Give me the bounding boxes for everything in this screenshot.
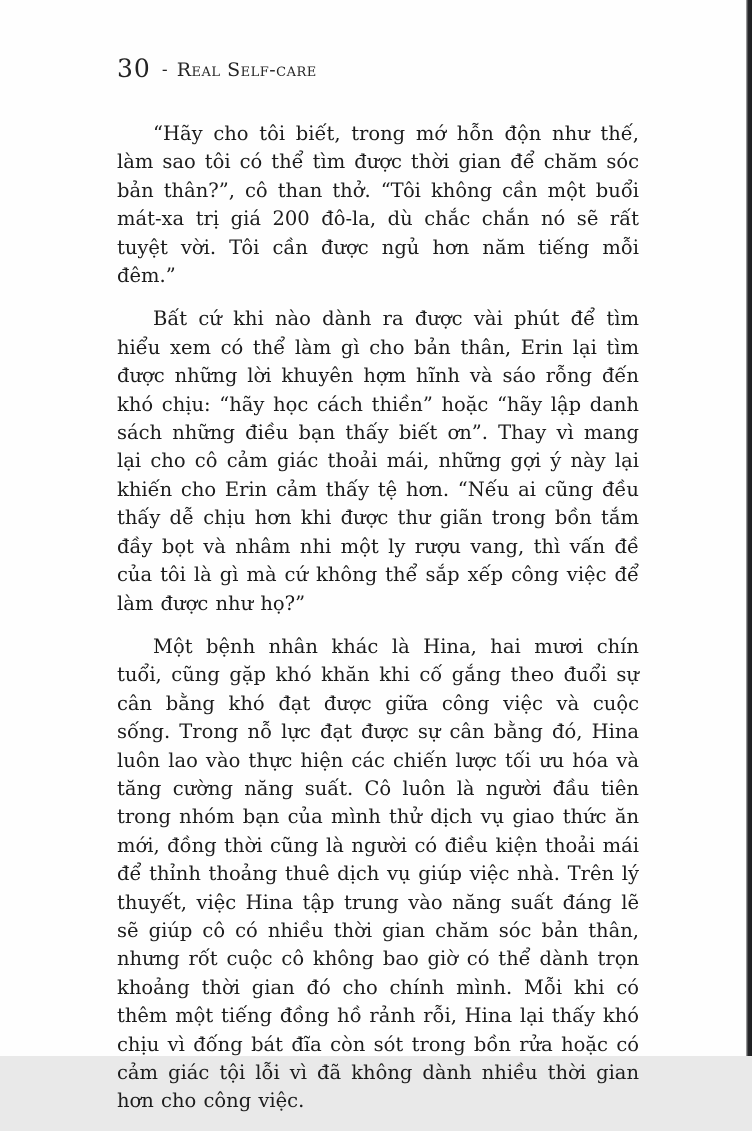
page-number: 30 — [117, 54, 151, 83]
page-body — [117, 120, 639, 1131]
paragraph: Bất cứ khi nào dành ra được vài phút để tìm hiểu xem có thể làm gì cho bản thân, Erin lại tìm được những lời khuyên hợm hĩnh và sáo rỗng đến khó chịu: “hãy học cách thiền” hoặc “hãy lập danh sách những điều bạn thấy biết ơn”. Thay vì mang lại cho cô cảm giác thoải mái, những gợi ý này lại khiến cho Erin cảm thấy tệ hơn. “Nếu ai cũng đều thấy dễ chịu hơn khi được thư giãn trong bồn tắm đầy bọt và nhâm nhi một ly rượu vang, thì vấn đề của tôi là gì mà cứ không thể sắp xếp công việc để làm được như họ?” — [117, 307, 639, 615]
paragraph: “Hãy cho tôi biết, trong mớ hỗn độn như thế, làm sao tôi có thể tìm được thời gian để chăm sóc bản thân?”, cô than thở. “Tôi không cần một buổi mát-xa trị giá 200 đô-la, dù chắc chắn nó sẽ rất tuyệt vời. Tôi cần được ngủ hơn năm tiếng mỗi đêm.” — [117, 122, 639, 288]
running-title: Real Self-care — [176, 59, 317, 81]
page-header — [117, 54, 317, 83]
page-edge-shadow — [746, 0, 752, 1056]
paragraph: Một bệnh nhân khác là Hina, hai mươi chín tuổi, cũng gặp khó khăn khi cố gắng theo đuổi sự cân bằng khó đạt được giữa công việc và cuộc sống. Trong nỗ lực đạt được sự cân bằng đó, Hina luôn lao vào thực hiện các chiến lược tối ưu hóa và tăng cường năng suất. Cô luôn là người đầu tiên trong nhóm bạn của mình thử dịch vụ giao thức ăn mới, đồng thời cũng là người có điều kiện thoải mái để thỉnh thoảng thuê dịch vụ giúp việc nhà. Trên lý thuyết, việc Hina tập trung vào năng suất đáng lẽ sẽ giúp cô có nhiều thời gian chăm sóc bản thân, nhưng rốt cuộc cô không bao giờ có thể dành trọn khoảng thời gian đó cho chính mình. Mỗi khi có thêm một tiếng đồng hồ rảnh rỗi, Hina lại thấy khó chịu vì đống bát đĩa còn sót trong bồn rửa hoặc có cảm giác tội lỗi vì đã không dành nhiều thời gian hơn cho công việc. — [117, 634, 639, 1113]
header-separator: - — [161, 60, 168, 80]
